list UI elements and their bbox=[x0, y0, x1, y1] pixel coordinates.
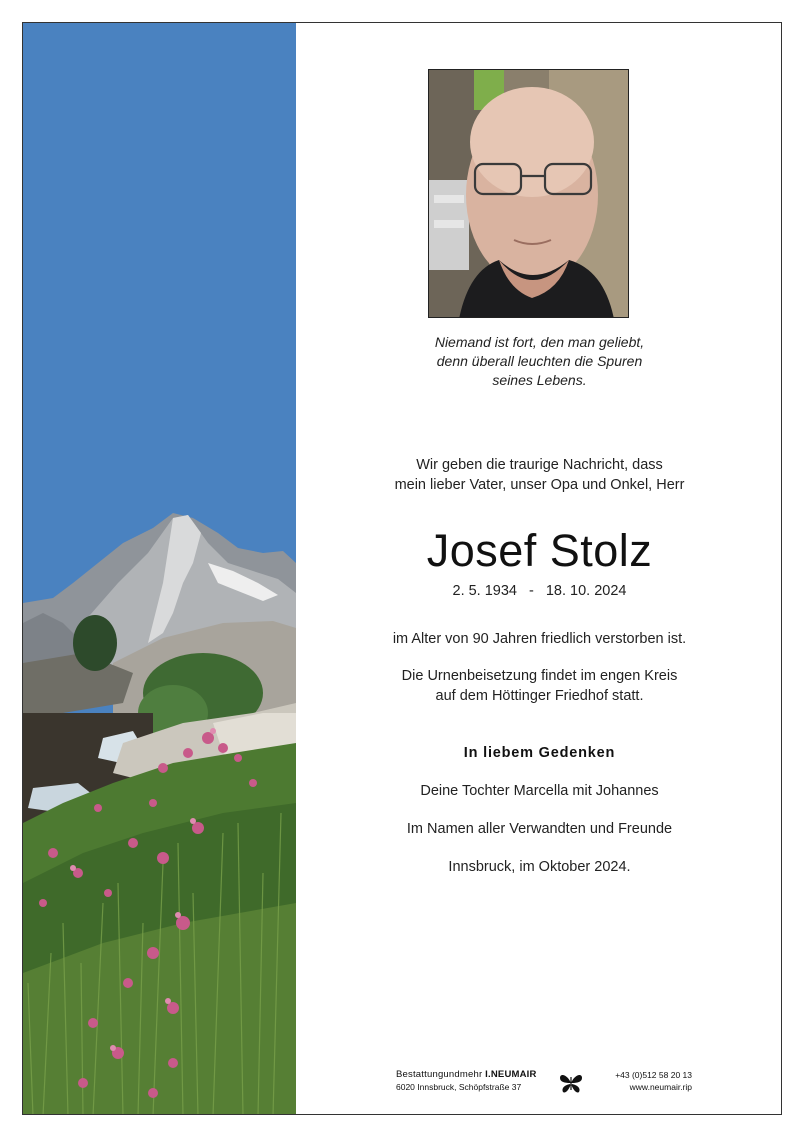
brand-bold: I.NEUMAIR bbox=[485, 1069, 537, 1080]
brand-light: Bestattungundmehr bbox=[396, 1069, 483, 1080]
funeral-home-brand bbox=[396, 1069, 546, 1080]
intro-line: mein lieber Vater, unser Opa und Onkel, Herr bbox=[394, 477, 685, 493]
mourner-relatives: Im Namen aller Verwandten und Freunde bbox=[406, 821, 673, 837]
date-separator: - bbox=[529, 583, 534, 599]
burial-line: auf dem Höttinger Friedhof statt. bbox=[435, 688, 644, 704]
place-and-date: Innsbruck, im Oktober 2024. bbox=[448, 859, 631, 875]
burial-notice bbox=[296, 666, 782, 706]
phone-number[interactable]: +43 (0)512 58 20 13 bbox=[615, 1070, 692, 1080]
portrait-photo bbox=[428, 69, 629, 318]
funeral-home-footer bbox=[396, 1069, 696, 1099]
quote-line: Niemand ist fort, den man geliebt, bbox=[434, 334, 645, 350]
burial-line: Die Urnenbeisetzung findet im engen Kreis bbox=[401, 668, 678, 684]
quote-line: denn überall leuchten die Spuren bbox=[436, 353, 643, 369]
mourner-daughter: Deine Tochter Marcella mit Johannes bbox=[420, 783, 659, 799]
deceased-name: Josef Stolz bbox=[426, 525, 653, 576]
age-statement: im Alter von 90 Jahren friedlich verstorben ist. bbox=[392, 631, 687, 647]
birth-date: 2. 5. 1934 bbox=[452, 583, 517, 599]
life-dates bbox=[296, 581, 782, 601]
funeral-home-contact bbox=[592, 1069, 692, 1093]
announcement-intro bbox=[296, 455, 782, 495]
obituary-card bbox=[22, 22, 782, 1115]
mountain-landscape-image bbox=[23, 23, 296, 1115]
website-link[interactable]: www.neumair.rip bbox=[629, 1082, 692, 1092]
funeral-home-info bbox=[396, 1069, 546, 1092]
memory-heading: In liebem Gedenken bbox=[463, 745, 616, 761]
intro-line: Wir geben die traurige Nachricht, dass bbox=[416, 457, 663, 473]
funeral-home-address: 6020 Innsbruck, Schöpfstraße 37 bbox=[396, 1082, 522, 1092]
butterfly-icon bbox=[558, 1071, 584, 1095]
memorial-quote bbox=[296, 333, 782, 390]
death-date: 18. 10. 2024 bbox=[545, 583, 627, 599]
quote-line: seines Lebens. bbox=[492, 372, 587, 388]
